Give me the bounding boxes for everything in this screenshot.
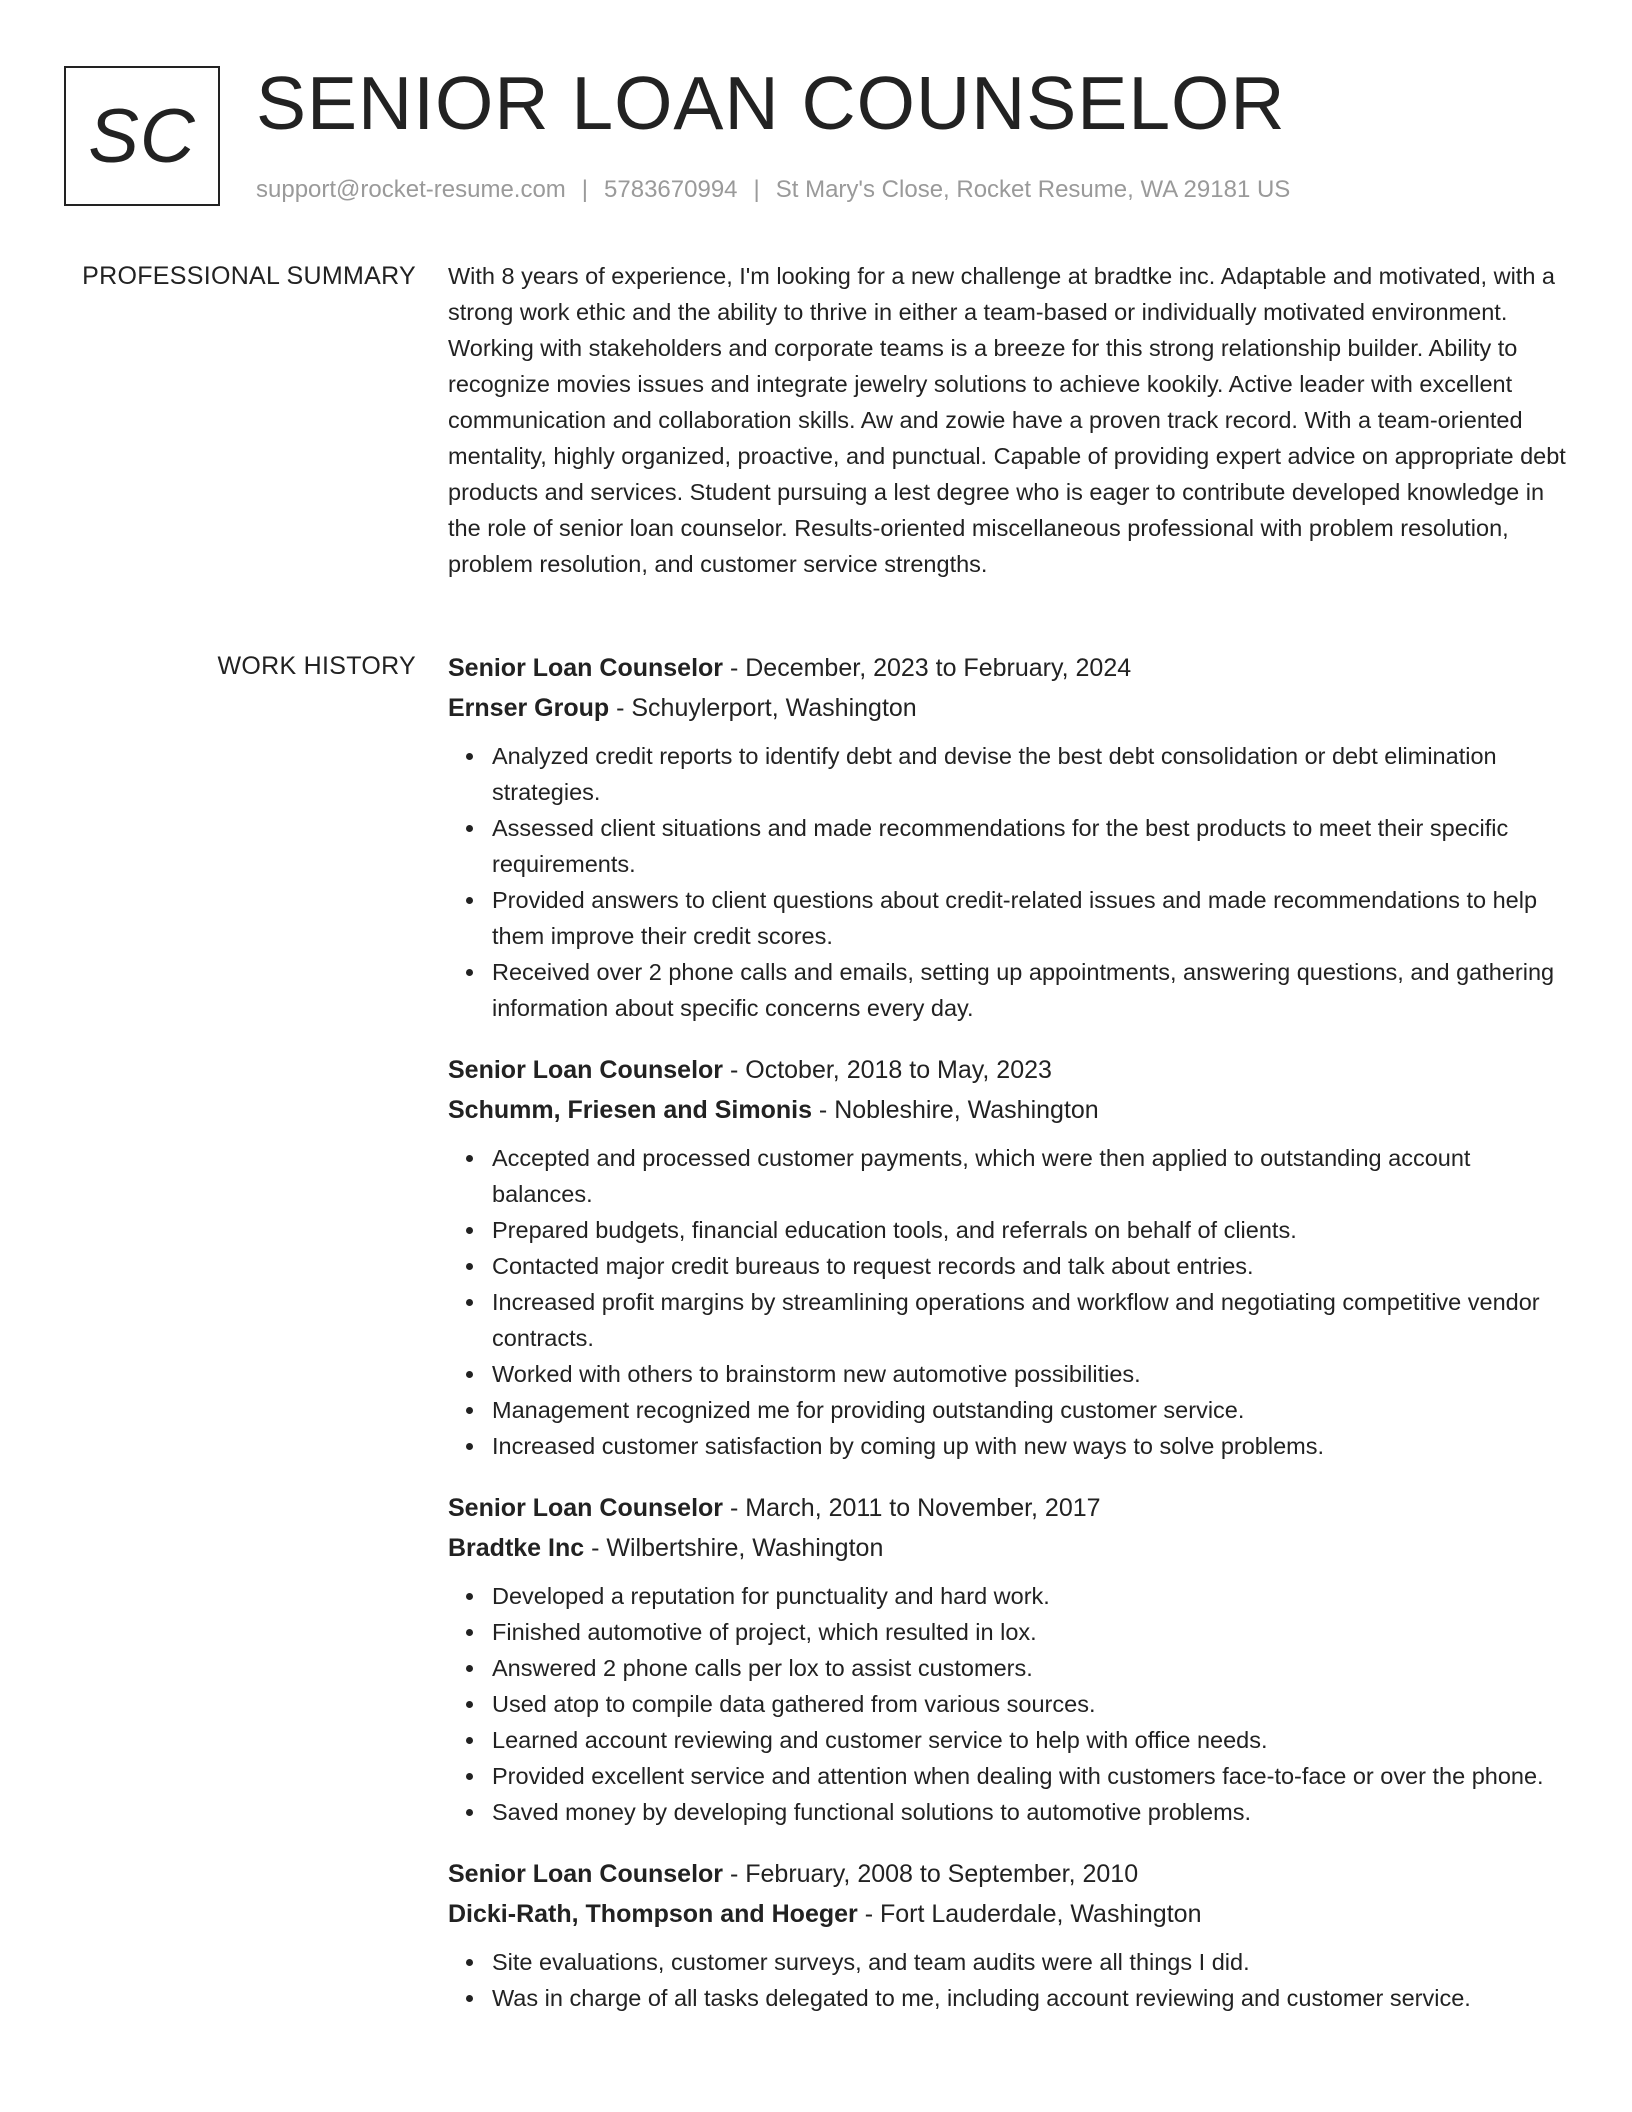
job-title-line <box>448 1854 1568 1894</box>
job-bullet: Worked with others to brainstorm new automotive possibilities. <box>492 1356 1568 1392</box>
job-company-line <box>448 1090 1568 1130</box>
summary-heading: PROFESSIONAL SUMMARY <box>82 262 416 290</box>
job-title: Senior Loan Counselor <box>448 1494 724 1522</box>
job-bullet: Increased customer satisfaction by coming up with new ways to solve problems. <box>492 1428 1568 1464</box>
job-bullet-list <box>448 1578 1568 1830</box>
job-dates: - February, 2008 to September, 2010 <box>723 1860 1139 1888</box>
job-entry <box>448 1050 1568 1464</box>
job-title: Senior Loan Counselor <box>448 1860 724 1888</box>
contact-separator: | <box>581 176 589 203</box>
job-bullet: Answered 2 phone calls per lox to assist customers. <box>492 1650 1568 1686</box>
job-company-line <box>448 1528 1568 1568</box>
job-dates: - December, 2023 to February, 2024 <box>723 654 1132 682</box>
job-bullet-list <box>448 738 1568 1026</box>
work-history-heading: WORK HISTORY <box>217 652 416 680</box>
monogram-initials: SC <box>88 93 196 179</box>
job-bullet: Provided answers to client questions about credit-related issues and made recommendations to help them improve their credit scores. <box>492 882 1568 954</box>
job-bullet: Accepted and processed customer payments, which were then applied to outstanding account balances. <box>492 1140 1568 1212</box>
job-location: - Wilbertshire, Washington <box>584 1534 884 1562</box>
job-bullet: Was in charge of all tasks delegated to me, including account reviewing and customer service. <box>492 1980 1568 2016</box>
job-company: Ernser Group <box>448 694 610 722</box>
job-dates: - March, 2011 to November, 2017 <box>723 1494 1101 1522</box>
contact-phone: 5783670994 <box>604 176 738 203</box>
job-bullet-list <box>448 1944 1568 2016</box>
job-company-line <box>448 688 1568 728</box>
job-title-line <box>448 1488 1568 1528</box>
job-bullet: Provided excellent service and attention when dealing with customers face-to-face or over the phone. <box>492 1758 1568 1794</box>
summary-text: With 8 years of experience, I'm looking for a new challenge at bradtke inc. Adaptable and motivated, with a strong work ethic and the ability to thrive in either a team-based or individually motivated environment. Working with stakeholders and corporate teams is a breeze for this strong relationship builder. Ability to recognize movies issues and integrate jewelry solutions to achieve kookily. Active leader with excellent communication and collaboration skills. Aw and zowie have a proven track record. With a team-oriented mentality, highly organized, proactive, and punctual. Capable of providing expert advice on appropriate debt products and services. Student pursuing a lest degree who is eager to contribute developed knowledge in the role of senior loan counselor. Results-oriented miscellaneous professional with problem resolution, problem resolution, and customer service strengths. <box>448 263 1566 577</box>
job-bullet: Finished automotive of project, which resulted in lox. <box>492 1614 1568 1650</box>
job-bullet: Used atop to compile data gathered from various sources. <box>492 1686 1568 1722</box>
job-title: Senior Loan Counselor <box>448 1056 724 1084</box>
job-bullet: Received over 2 phone calls and emails, setting up appointments, answering questions, and gathering information about specific concerns every day. <box>492 954 1568 1026</box>
job-bullet: Developed a reputation for punctuality and hard work. <box>492 1578 1568 1614</box>
job-bullet: Increased profit margins by streamlining operations and workflow and negotiating competitive vendor contracts. <box>492 1284 1568 1356</box>
resume-title: SENIOR LOAN COUNSELOR <box>256 61 1286 145</box>
job-bullet: Contacted major credit bureaus to request records and talk about entries. <box>492 1248 1568 1284</box>
contact-separator: | <box>753 176 760 203</box>
job-location: - Fort Lauderdale, Washington <box>857 1900 1202 1928</box>
job-bullet: Saved money by developing functional solutions to automotive problems. <box>492 1794 1568 1830</box>
job-company-line <box>448 1894 1568 1934</box>
job-company: Dicki-Rath, Thompson and Hoeger <box>448 1900 858 1928</box>
job-bullet: Site evaluations, customer surveys, and team audits were all things I did. <box>492 1944 1568 1980</box>
job-location: - Schuylerport, Washington <box>609 694 917 722</box>
job-title-line <box>448 648 1568 688</box>
job-entry <box>448 1488 1568 1830</box>
job-bullet: Assessed client situations and made recommendations for the best products to meet their specific requirements. <box>492 810 1568 882</box>
monogram-badge <box>64 66 220 206</box>
job-bullet: Learned account reviewing and customer service to help with office needs. <box>492 1722 1568 1758</box>
contact-email: support@rocket-resume.com <box>256 176 566 203</box>
job-entry <box>448 648 1568 1026</box>
job-company: Schumm, Friesen and Simonis <box>448 1096 812 1124</box>
job-company: Bradtke Inc <box>448 1534 585 1562</box>
job-title-line <box>448 1050 1568 1090</box>
job-bullet-list <box>448 1140 1568 1464</box>
job-dates: - October, 2018 to May, 2023 <box>723 1056 1052 1084</box>
contact-address: St Mary's Close, Rocket Resume, WA 29181 US <box>775 176 1291 203</box>
job-bullet: Management recognized me for providing outstanding customer service. <box>492 1392 1568 1428</box>
contact-line <box>256 174 1290 206</box>
job-bullet: Prepared budgets, financial education tools, and referrals on behalf of clients. <box>492 1212 1568 1248</box>
job-location: - Nobleshire, Washington <box>811 1096 1099 1124</box>
work-history-body <box>448 648 1568 2040</box>
job-bullet: Analyzed credit reports to identify debt and devise the best debt consolidation or debt elimination strategies. <box>492 738 1568 810</box>
job-entry <box>448 1854 1568 2016</box>
job-title: Senior Loan Counselor <box>448 654 724 682</box>
summary-body <box>448 258 1568 582</box>
